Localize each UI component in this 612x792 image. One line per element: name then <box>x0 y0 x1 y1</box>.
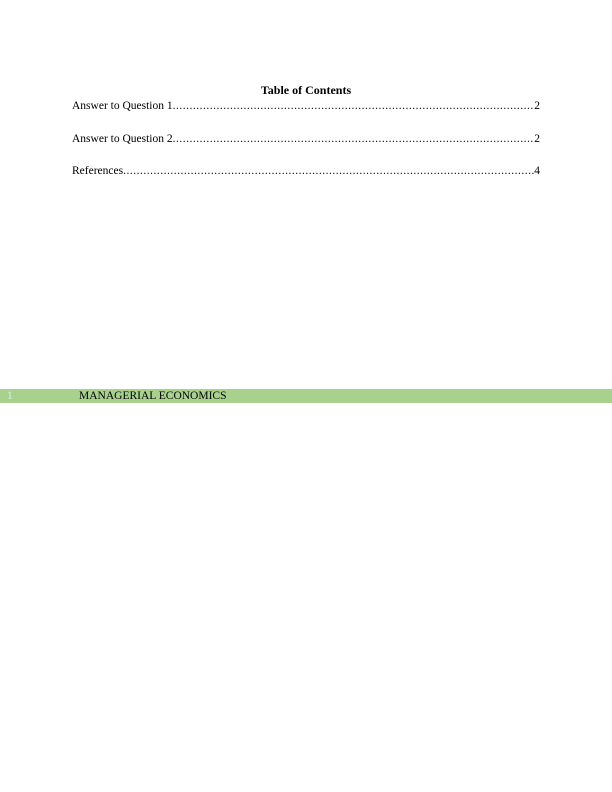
toc-entry-label: Answer to Question 1 <box>72 100 173 112</box>
toc-entry-references[interactable] <box>72 164 540 178</box>
toc-entry-question-2[interactable] <box>72 132 540 146</box>
running-header-band <box>0 389 612 403</box>
toc-dot-leader <box>123 164 534 178</box>
toc-entry-page: 4 <box>534 165 540 177</box>
toc-entry-label: Answer to Question 2 <box>72 132 173 145</box>
toc-entry-question-1[interactable] <box>72 99 540 113</box>
toc-entry-label: References <box>72 165 124 177</box>
toc-dot-leader <box>173 99 535 113</box>
page-number: 1 <box>7 390 13 402</box>
toc-dot-leader <box>173 132 535 146</box>
running-header-title: MANAGERIAL ECONOMICS <box>79 390 227 402</box>
toc-entry-page: 2 <box>534 132 540 145</box>
toc-list <box>72 99 540 197</box>
toc-entry-page: 2 <box>534 100 540 112</box>
toc-title: Table of Contents <box>260 83 352 97</box>
